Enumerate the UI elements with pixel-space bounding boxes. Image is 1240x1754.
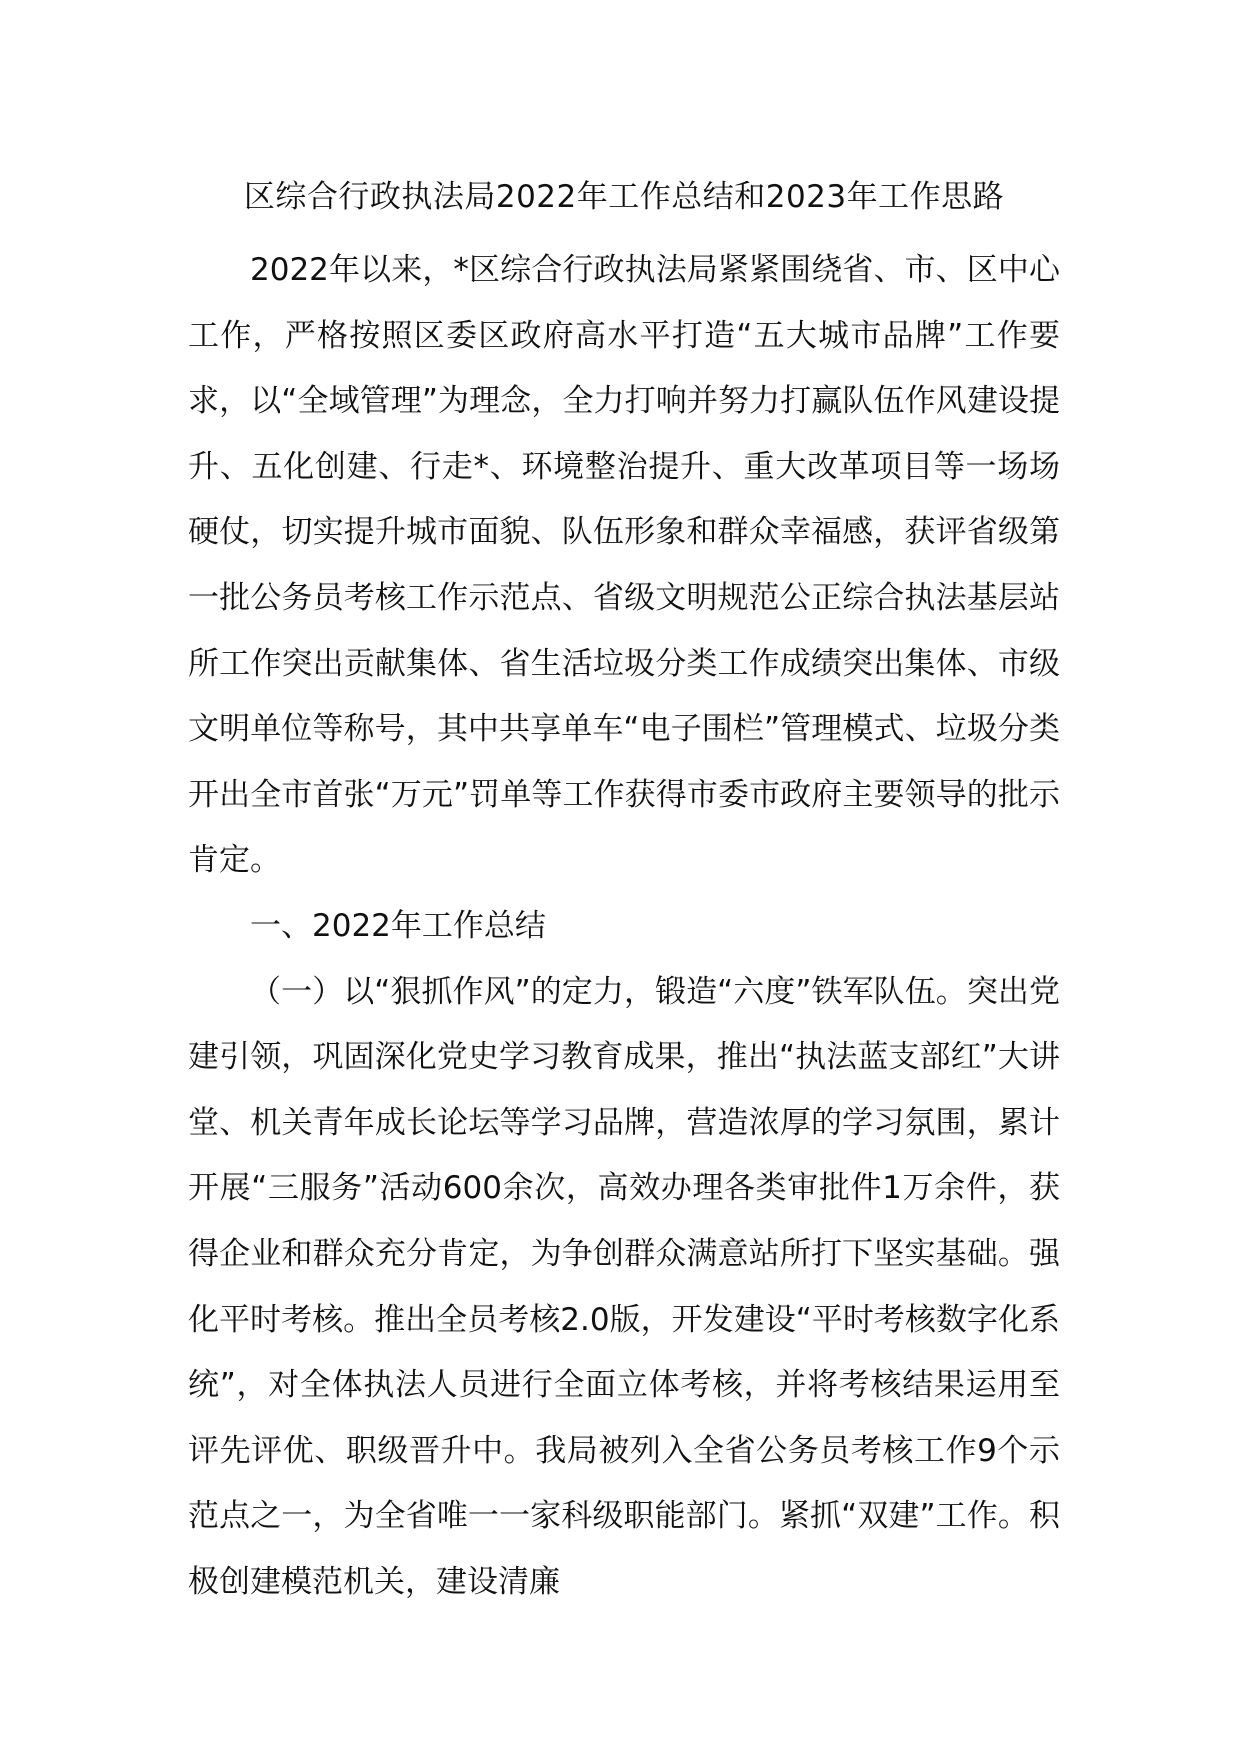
subsection-paragraph: （一）以“狠抓作风”的定力，锻造“六度”铁军队伍。突出党建引领，巩固深化党史学习教育成果，推出“执法蓝支部红”大讲堂、机关青年成长论坛等学习品牌，营造浓厚的学习氛围，累计开展“三服务”活动600余次，高效办理各类审批件1万余件，获得企业和群众充分肯定，为争创群众满意站所打下坚实基础。强化平时考核。推出全员考核2.0版，开发建设“平时考核数字化系统”，对全体执法人员进行全面立体考核，并将考核结果运用至评先评优、职级晋升中。我局被列入全省公务员考核工作9个示范点之一，为全省唯一一家科级职能部门。紧抓“双建”工作。积极创建模范机关，建设清廉: [188, 973, 1060, 1600]
document-title: 区综合行政执法局2022年工作总结和2023年工作思路: [243, 179, 1005, 215]
intro-paragraph: 2022年以来，*区综合行政执法局紧紧围绕省、市、区中心工作，严格按照区委区政府高水平打造“五大城市品牌”工作要求，以“全域管理”为理念，全力打响并努力打赢队伍作风建设提升、五化创建、行走*、环境整治提升、重大改革项目等一场场硬仗，切实提升城市面貌、队伍形象和群众幸福感，获评省级第一批公务员考核工作示范点、省级文明规范公正综合执法基层站所工作突出贡献集体、省生活垃圾分类工作成绩突出集体、市级文明单位等称号，其中共享单车“电子围栏”管理模式、垃圾分类开出全市首张“万元”罚单等工作获得市委市政府主要领导的批示肯定。: [188, 252, 1060, 879]
section-heading: 一、2022年工作总结: [250, 907, 546, 944]
document-body: [188, 238, 1060, 1615]
